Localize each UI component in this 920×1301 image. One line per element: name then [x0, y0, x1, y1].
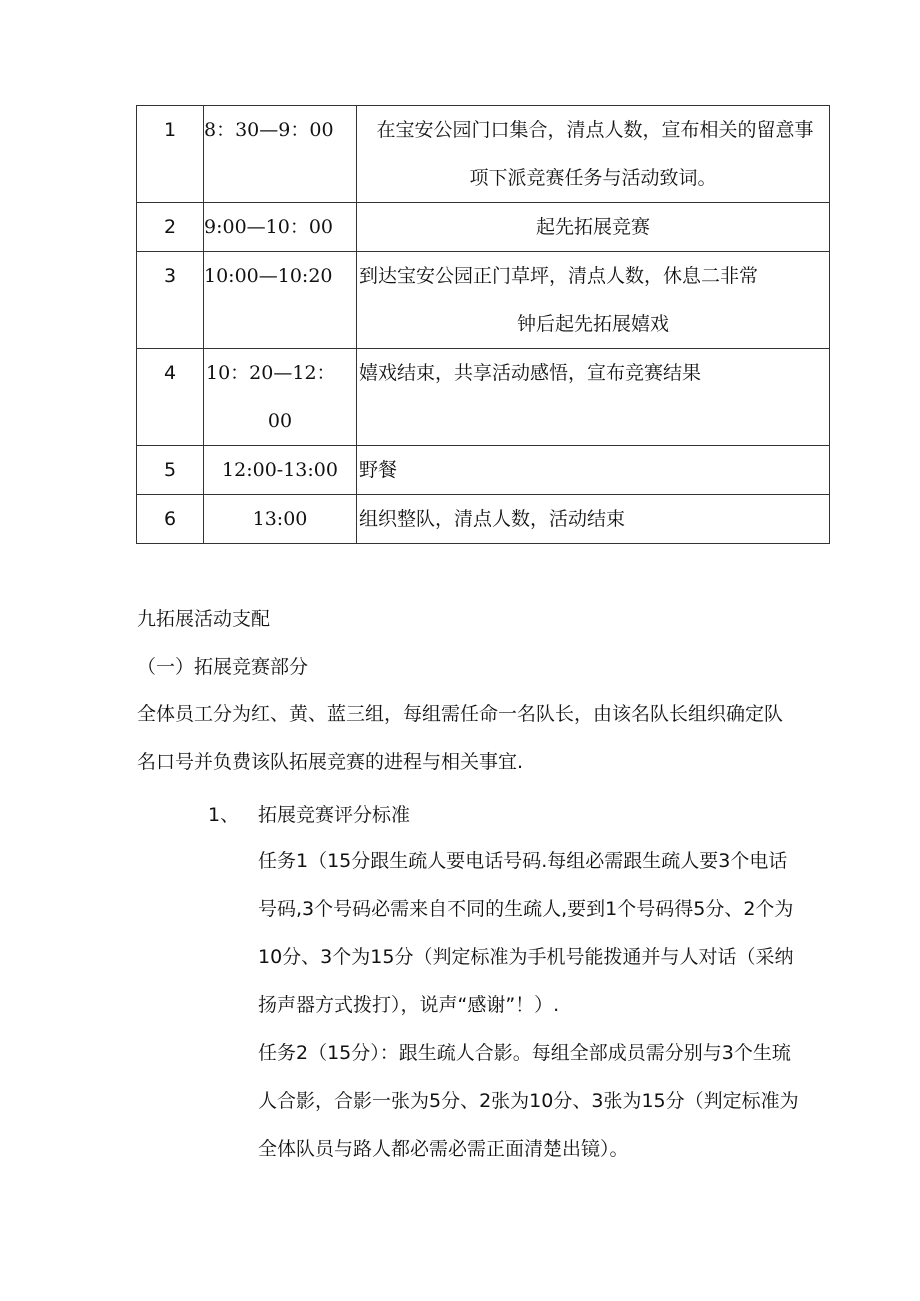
subsection-title: （一）拓展竞赛部分	[137, 656, 309, 678]
task1-paragraph: 任务1（15分跟生疏人要电话号码.每组必需跟生疏人要3个电话 号码,3个号码必需来自不同的生疏人,要到1个号码得5分、2个为 10分、3个为15分（判定标准为手机号能拨通并与人对话（采纳 扬声器方式拨打），说声“感谢”！）.	[258, 850, 794, 1016]
row-time: 10:00—10:20	[204, 252, 357, 349]
row-number: 2	[137, 203, 204, 252]
task2-paragraph: 任务2（15分）：跟生疏人合影。每组全部成员需分别与3个生琉 人合影，合影一张为5分、2张为10分、3张为15分（判定标准为 全体队员与路人都必需必需正面清楚出镜）。	[258, 1042, 799, 1160]
row-time: 12:00-13:00	[204, 446, 357, 495]
row-description: 野餐	[357, 446, 830, 495]
row-description: 在宝安公园门口集合，清点人数，宣布相关的留意事 项下派竞赛任务与活动致词。	[357, 106, 830, 203]
table-row	[137, 495, 830, 544]
table-row	[137, 446, 830, 495]
row-number: 3	[137, 252, 204, 349]
row-time: 13:00	[204, 495, 357, 544]
schedule-table	[136, 105, 830, 544]
row-description: 到达宝安公园正门草坪，清点人数，休息二非常 钟后起先拓展嬉戏	[357, 252, 830, 349]
item-number: 1、	[208, 804, 240, 826]
row-description: 嬉戏结束，共享活动感悟，宣布竞赛结果	[357, 349, 830, 446]
table-row	[137, 203, 830, 252]
row-description: 组织整队，清点人数，活动结束	[357, 495, 830, 544]
row-number: 6	[137, 495, 204, 544]
item-title: 拓展竞赛评分标准	[258, 804, 411, 826]
row-time: 9:00—10：00	[204, 203, 357, 252]
row-time: 8：30—9：00	[204, 106, 357, 203]
row-time: 10：20—12： 00	[204, 349, 357, 446]
table-row	[137, 106, 830, 203]
row-number: 5	[137, 446, 204, 495]
intro-paragraph: 全体员工分为红、黄、蓝三组，每组需任命一名队长，由该名队长组织确定队 名口号并负费该队拓展竞赛的进程与相关事宜.	[137, 703, 784, 773]
section-title: 九拓展活动支配	[137, 608, 271, 630]
table-row	[137, 252, 830, 349]
table-row	[137, 349, 830, 446]
row-number: 4	[137, 349, 204, 446]
row-number: 1	[137, 106, 204, 203]
row-description: 起先拓展竞赛	[357, 203, 830, 252]
